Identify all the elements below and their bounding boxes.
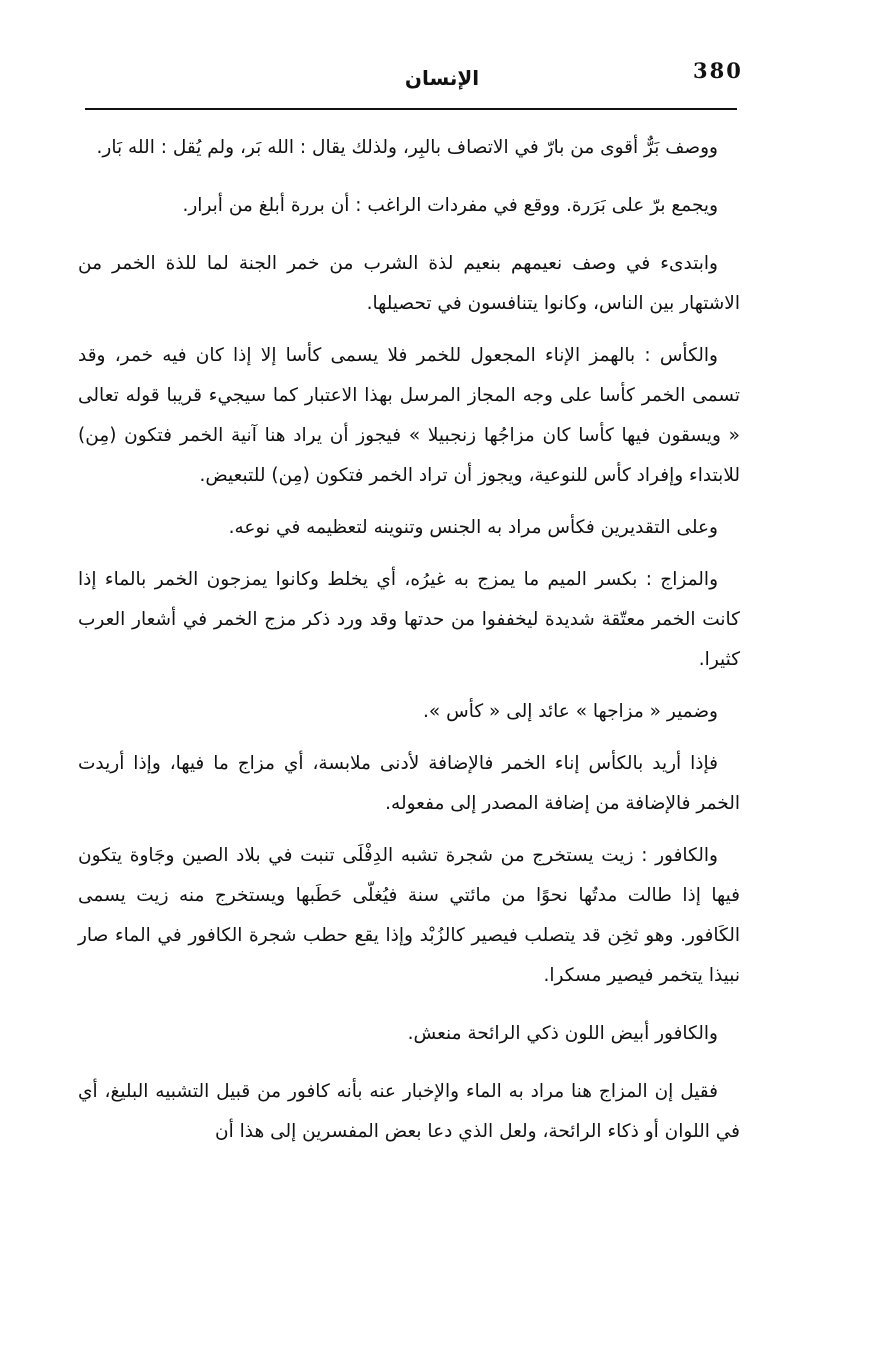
paragraph: والمزاج : بكسر الميم ما يمزج به غيرُه، أي يخلط وكانوا يمزجون الخمر بالماء إذا كانت الخمر معتّقة شديدة ليخففوا من حدتها وقد ورد ذكر مزج الخمر في أشعار العرب كثيرا. (78, 569, 740, 670)
page-header (85, 58, 799, 102)
paragraph: وضمير « مزاجها » عائد إلى « كأس ». (423, 701, 718, 722)
paragraph: ويجمع برّ على بَرَرة. ووقع في مفردات الراغب : أن بررة أبلغ من أبرار. (182, 195, 718, 216)
paragraph: فإذا أريد بالكأس إناء الخمر فالإضافة لأدنى ملابسة، أي مزاج ما فيها، وإذا أريدت الخمر فالإضافة من إضافة المصدر إلى مفعوله. (78, 753, 740, 814)
header-rule (85, 108, 737, 110)
paragraph: والكافور أبيض اللون ذكي الرائحة منعش. (407, 1023, 718, 1044)
paragraph: والكافور : زيت يستخرج من شجرة تشبه الدِفْلَى تنبت في بلاد الصين وجَاوة يتكون فيها إذا طالت مدتُها نحوًا من مائتي سنة فيُغلّى حَطَبها ويستخرج منه زيت يسمى الكَافور. وهو ثخِن قد يتصلب فيصير كالزُبْد وإذا يقع حطب شجرة الكافور في الماء صار نبيذا يتخمر فيصير مسكرا. (78, 845, 740, 986)
body-text (78, 128, 740, 1152)
paragraph: وعلى التقديرين فكأس مراد به الجنس وتنوينه لتعظيمه في نوعه. (228, 517, 718, 538)
paragraph: والكأس : بالهمز الإناء المجعول للخمر فلا يسمى كأسا إلا إذا كان فيه خمر، وقد تسمى الخمر كأسا على وجه المجاز المرسل بهذا الاعتبار كما سيجيء قريبا قوله تعالى « ويسقون فيها كأسا كان مزاجُها زنجبيلا » فيجوز أن يراد هنا آنية الخمر فتكون (مِن) للابتداء وإفراد كأس للنوعية، ويجوز أن تراد الخمر فتكون (مِن) للتبعيض. (78, 345, 740, 486)
paragraph: وابتدىء في وصف نعيمهم بنعيم لذة الشرب من خمر الجنة لما للذة الخمر من الاشتهار بين الناس، وكانوا يتنافسون في تحصيلها. (78, 253, 740, 314)
paragraph: فقيل إن المزاج هنا مراد به الماء والإخبار عنه بأنه كافور من قبيل التشبيه البليغ، أي في اللوان أو ذكاء الرائحة، ولعل الذي دعا بعض المفسرين إلى هذا أن (78, 1081, 740, 1142)
page-number: 380 (693, 58, 743, 83)
running-title: الإنسان (404, 66, 480, 90)
paragraph: ووصف بَرٌّ أقوى من بارّ في الاتصاف بالبِر، ولذلك يقال : الله بَر، ولم يُقل : الله بَار. (96, 137, 718, 158)
